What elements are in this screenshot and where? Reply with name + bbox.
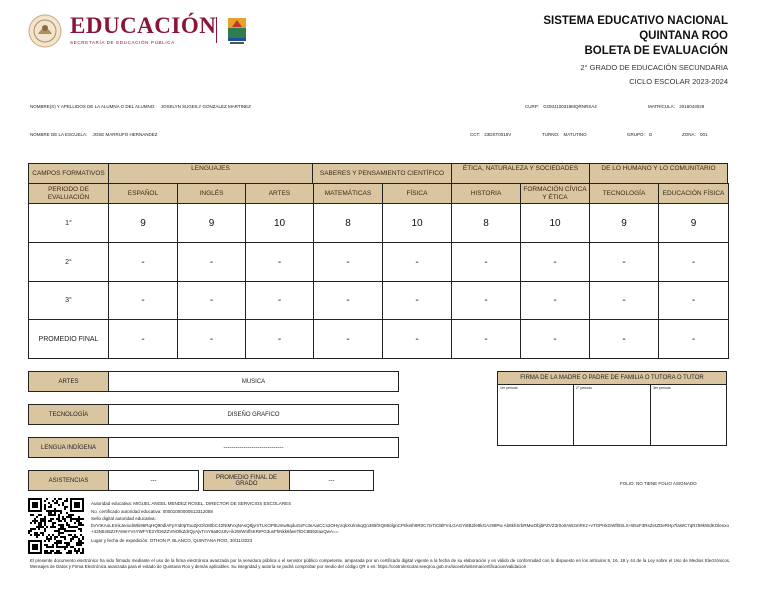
- promedio-final-label: PROMEDIO FINAL DE GRADO: [203, 470, 290, 491]
- grade-cell: -: [658, 281, 729, 320]
- subject-header-4: MATEMÁTICAS: [313, 183, 383, 204]
- grade-cell: -: [177, 319, 246, 359]
- field-etica: ÉTICA, NATURALEZA Y SOCIEDADES: [451, 163, 590, 184]
- brand-divider: [216, 17, 217, 43]
- grade-cell: -: [451, 281, 521, 320]
- document-title: BOLETA DE EVALUACIÓN: [584, 45, 728, 57]
- grade-cell: -: [313, 281, 383, 320]
- artes-label: ARTES: [28, 371, 109, 392]
- student-name-label: NOMBRE(S) Y APELLIDOS DE LA ALUMNA O DEL ALUMNO:: [30, 104, 156, 109]
- curp-label: CURP:: [525, 104, 540, 109]
- signature-title: FIRMA DE LA MADRE O PADRE DE FAMILIA O TUTORA O TUTOR: [497, 371, 727, 385]
- grade-cell: -: [245, 242, 314, 282]
- quintana-roo-logo-icon: [225, 16, 249, 46]
- grade-cell: 9: [108, 203, 178, 243]
- certificate-line: No. certificado autoridad educativa: 00001000000513312058: [91, 508, 213, 514]
- subject-header-6: HISTORIA: [451, 183, 521, 204]
- subject-header-3: ARTES: [245, 183, 314, 204]
- grupo-line: [627, 132, 652, 137]
- signature-period-3-label: 3er periodo: [653, 386, 671, 390]
- grade-cell: -: [108, 281, 178, 320]
- signature-period-2-label: 2° periodo: [576, 386, 592, 390]
- grade-cell: -: [520, 281, 590, 320]
- school-cycle: CICLO ESCOLAR 2023-2024: [629, 77, 728, 86]
- subject-header-5: FÍSICA: [382, 183, 452, 204]
- turno-value: MATUTINO: [563, 132, 587, 137]
- period-label: PROMEDIO FINAL: [28, 319, 109, 359]
- signature-period-3: [650, 384, 727, 446]
- field-humano: DE LO HUMANO Y LO COMUNITARIO: [589, 163, 728, 184]
- field-lenguajes: LENGUAJES: [108, 163, 313, 184]
- grade-cell: -: [382, 319, 452, 359]
- grade-cell: 8: [451, 203, 521, 243]
- curp-line: [525, 104, 597, 109]
- grade-cell: -: [520, 319, 590, 359]
- lengua-indigena-value: ------------------------------: [108, 437, 399, 458]
- state-title: QUINTANA ROO: [639, 30, 728, 42]
- seal-value: bVVIKAoLEmkJenxdWki96RqHQ90dlAFpYId0pTouZjKDh3t0bC42NtMVxjNAsQ8jymTLKOP8Umw9qduGsFc3eAaICCs2OHyVqkXUlmkqQn385fXQMtolgnCPI/keth9R0C7IxTiCBlFmLGAGYi6B2fe8kGAz99Pw Ab8khSrbRMwObj5PZVZ3r0o0AW2mRKz+vTGPHkGWfl0SLX+B5xF3RsZeIZDeRHp7laWC7qRz59kWdKOlenxo+43N54I5ZzFAMeYVsYWFYE2YlD6ZZVNOtkZdrQyAjvTmY9a8GUtv+ik2WWnffsKRIPG3usFhNkk6fweTlDC8B92IaxQwA==: [91, 522, 729, 534]
- subject-header-8: TECNOLOGÍA: [589, 183, 659, 204]
- grade-cell: -: [520, 242, 590, 282]
- signature-period-2: [573, 384, 651, 446]
- zona-line: [682, 132, 708, 137]
- lengua-indigena-label: LENGUA INDÍGENA: [28, 437, 109, 458]
- grupo-label: GRUPO:: [627, 132, 645, 137]
- grade-cell: -: [589, 319, 659, 359]
- grade-cell: -: [382, 242, 452, 282]
- signature-period-1-label: 1er periodo: [500, 386, 518, 390]
- grade-cell: -: [313, 242, 383, 282]
- matricula-value: 2016043029: [679, 104, 705, 109]
- subject-header-9: EDUCACIÓN FÍSICA: [658, 183, 729, 204]
- zona-label: ZONA:: [682, 132, 696, 137]
- school-name-label: NOMBRE DE LA ESCUELA:: [30, 132, 88, 137]
- grade-cell: 9: [589, 203, 659, 243]
- legal-notice: El presente documento electrónico ha sido firmado mediante el uso de la firma electrónica avanzada por la servidora pública o el servidor público competente, amparada por un certificado digital vigente a la fecha de su elaboración y es válido de conformidad con lo dispuesto en los artículos 9, 16, 18 y 44 de la Ley sobre el Uso de Medios Electrónicos, Mensajes de Datos y Firma Electrónica avanzada para el estado de Quintana Roo y demás aplicables. Su integridad y autoría se podrá comprobar por medio del código QR o en: https://controlescolar.seeqroo.gob.mx/siceeb/sistema/certificacion/validacion: [30, 558, 730, 569]
- brand-subtitle: SECRETARÍA DE EDUCACIÓN PÚBLICA: [70, 40, 175, 45]
- sep-seal-icon: [28, 14, 62, 48]
- grade-cell: -: [658, 242, 729, 282]
- grade-cell: -: [108, 319, 178, 359]
- grade-cell: -: [589, 281, 659, 320]
- asistencias-label: ASISTENCIAS: [28, 470, 109, 491]
- zona-value: 001: [700, 132, 708, 137]
- cct-line: [470, 132, 511, 137]
- folio-text: FOLIO: NO TIENE FOLIO ASIGNADO: [620, 481, 697, 486]
- turno-label: TURNO:: [542, 132, 560, 137]
- grade-cell: -: [658, 319, 729, 359]
- grupo-value: D: [649, 132, 653, 137]
- student-name-line: [30, 104, 251, 109]
- grade-cell: -: [177, 242, 246, 282]
- matricula-label: MATRÍCULA:: [648, 104, 675, 109]
- grade-cell: 8: [313, 203, 383, 243]
- asistencias-value: ---: [108, 470, 199, 491]
- corner-period-cell: PERIODO DE EVALUACIÓN: [28, 183, 109, 204]
- cct-value: 23DST0015V: [484, 132, 512, 137]
- school-name: JOSE MARRUFO HERNANDEZ: [92, 132, 158, 137]
- grade-cell: -: [245, 319, 314, 359]
- grade-level: 2° GRADO DE EDUCACIÓN SECUNDARIA: [580, 63, 728, 72]
- grade-cell: -: [451, 319, 521, 359]
- artes-value: MUSICA: [108, 371, 399, 392]
- grade-cell: 10: [382, 203, 452, 243]
- curp-value: GOMJ100318MQRNRSA4: [543, 104, 597, 109]
- period-label: 3°: [28, 281, 109, 320]
- period-label: 2°: [28, 242, 109, 282]
- turno-line: [542, 132, 587, 137]
- tecnologia-label: TECNOLOGÍA: [28, 404, 109, 425]
- matricula-line: [648, 104, 704, 109]
- qr-code-icon: [28, 498, 84, 554]
- subject-header-1: ESPAÑOL: [108, 183, 178, 204]
- grade-cell: -: [382, 281, 452, 320]
- seal-label: Sello digital autoridad educativa:: [91, 516, 156, 522]
- signature-period-1: [497, 384, 574, 446]
- period-label: 1°: [28, 203, 109, 243]
- grade-cell: 10: [520, 203, 590, 243]
- grade-cell: 10: [245, 203, 314, 243]
- school-name-line: [30, 132, 158, 137]
- system-title: SISTEMA EDUCATIVO NACIONAL: [543, 15, 728, 27]
- grade-cell: -: [451, 242, 521, 282]
- grade-cell: -: [108, 242, 178, 282]
- subject-header-7: FORMACIÓN CÍVICA Y ÉTICA: [520, 183, 590, 204]
- field-saberes: SABERES Y PENSAMIENTO CIENTÍFICO: [312, 163, 452, 184]
- cct-label: CCT:: [470, 132, 480, 137]
- grade-cell: -: [245, 281, 314, 320]
- brand-title: EDUCACIÓN: [70, 13, 217, 38]
- promedio-final-value: ---: [289, 470, 374, 491]
- grade-cell: -: [313, 319, 383, 359]
- grade-cell: 9: [177, 203, 246, 243]
- footer-block: [91, 500, 731, 544]
- tecnologia-value: DISEÑO GRAFICO: [108, 404, 399, 425]
- grade-cell: -: [589, 242, 659, 282]
- authority-line: Autoridad educativa: MIGUEL ANGEL MENDEZ ROSEL, DIRECTOR DE SERVICIOS ESCOLARES: [91, 501, 292, 506]
- issue-date: Lugar y fecha de expedición: OTHON P. BLANCO, QUINTANA ROO, 30/11/2023: [91, 537, 253, 543]
- grade-cell: -: [177, 281, 246, 320]
- subject-header-2: INGLÉS: [177, 183, 246, 204]
- corner-fields-cell: CAMPOS FORMATIVOS: [28, 163, 109, 184]
- student-name: JOSELYN SUGEILY GONZALEZ MARTINEZ: [160, 104, 251, 109]
- grade-cell: 9: [658, 203, 729, 243]
